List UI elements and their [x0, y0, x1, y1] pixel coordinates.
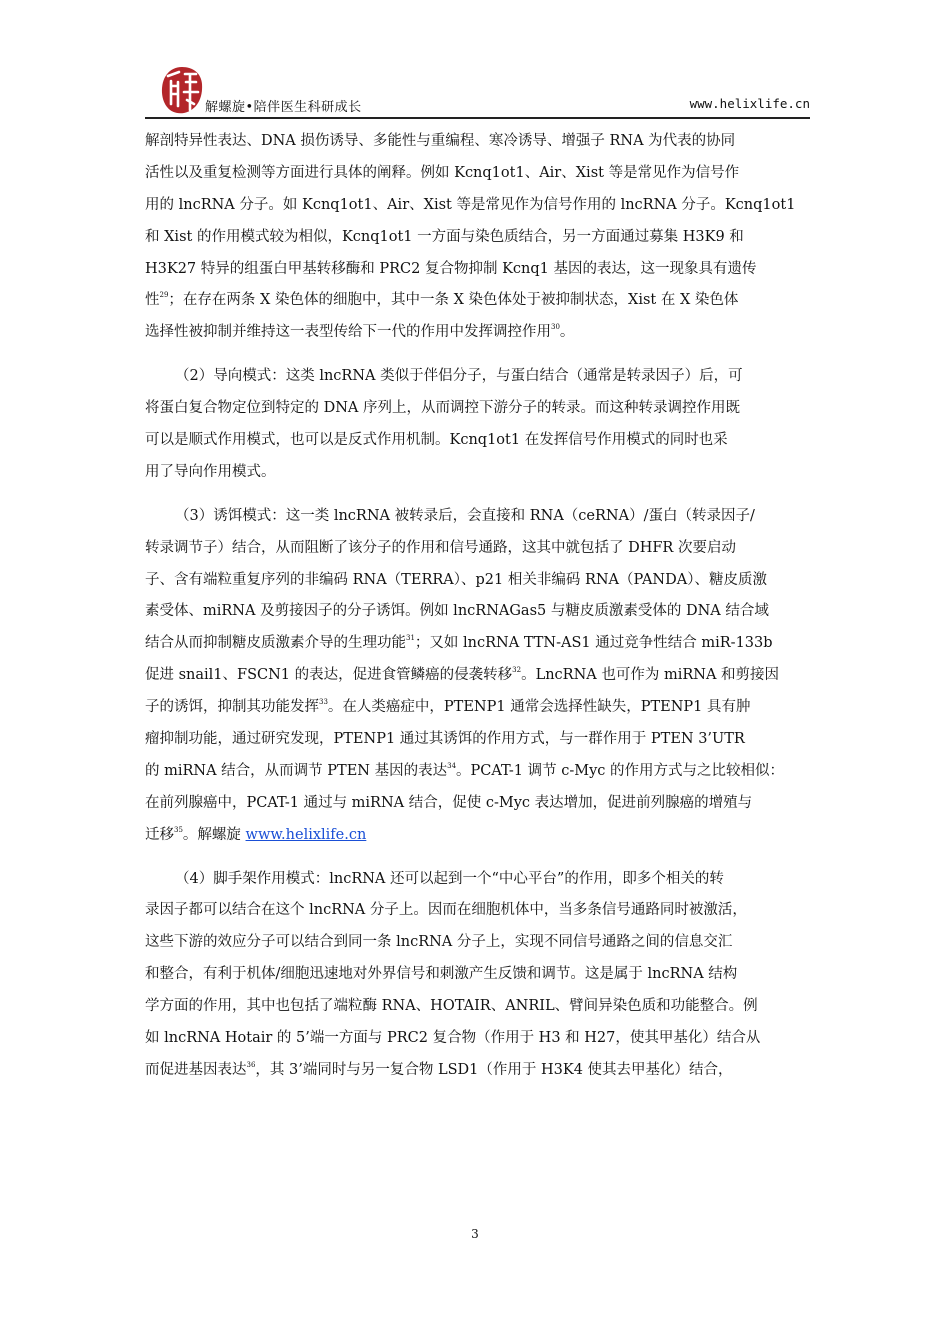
text-line: 用的 lncRNA 分子。如 Kcnq1ot1、Air、Xist 等是常见作为信号作用的 lncRNA 分子。Kcnq1ot1 — [145, 196, 796, 213]
text-line: 用了导向作用模式。 — [145, 463, 276, 480]
text-line: H3K27 特异的组蛋白甲基转移酶和 PRC2 复合物抑制 Kcnq1 基因的表达，这一现象具有遗传 — [145, 260, 757, 277]
citation-ref: 31 — [406, 634, 415, 643]
text-run: 。 — [559, 324, 575, 341]
text-run: 。LncRNA 也可作为 miRNA 和剪接因 — [521, 667, 780, 684]
text-line: 这些下游的效应分子可以结合到同一条 lncRNA 分子上，实现不同信号通路之间的信息交汇 — [145, 934, 733, 951]
helixlife-link[interactable]: www.helixlife.cn — [245, 826, 367, 843]
citation-ref: 34 — [447, 761, 457, 770]
header-rule — [145, 117, 810, 119]
article-body — [145, 126, 810, 1087]
text-line: 可以是顺式作用模式，也可以是反式作用机制。Kcnq1ot1 在发挥信号作用模式的同时也采 — [145, 432, 728, 449]
text-line — [145, 317, 810, 349]
text-run: 结合从而抑制糖皮质激素介导的生理功能 — [145, 635, 406, 652]
text-run: 子的诱饵，抑制其功能发挥 — [145, 699, 319, 716]
text-line: 素受体、miRNA 及剪接因子的分子诱饵。例如 lncRNAGas5 与糖皮质激素受体的 DNA 结合域 — [145, 603, 769, 620]
page-number: 3 — [471, 1227, 479, 1241]
text-line — [145, 692, 810, 724]
text-line — [145, 1055, 810, 1087]
text-run: 促进 snail1、FSCN1 的表达，促进食管鳞癌的侵袭转移 — [145, 667, 513, 684]
text-run: ，其 3’端同时与另一复合物 LSD1（作用于 H3K4 使其去甲基化）结合， — [255, 1061, 733, 1078]
text-line: （4）脚手架作用模式：lncRNA 还可以起到一个“中心平台”的作用，即多个相关的转 — [175, 870, 724, 887]
paragraph-gap — [145, 852, 810, 864]
page-header — [145, 58, 810, 120]
text-line: （2）导向模式：这类 lncRNA 类似于伴侣分子，与蛋白结合（通常是转录因子）后，可 — [175, 368, 743, 385]
text-line — [145, 756, 810, 788]
text-run: 性 — [145, 292, 160, 309]
text-line — [145, 285, 810, 317]
text-line: 在前列腺癌中，PCAT-1 通过与 miRNA 结合，促使 c-Myc 表达增加，促进前列腺癌的增殖与 — [145, 794, 753, 811]
text-line — [145, 820, 810, 852]
text-run: 迁移 — [145, 826, 174, 843]
text-line: 学方面的作用，其中也包括了端粒酶 RNA、HOTAIR、ANRIL、臂间异染色质和功能整合。例 — [145, 998, 758, 1015]
citation-ref: 32 — [512, 666, 522, 675]
text-run: 选择性被抑制并维持这一表型传给下一代的作用中发挥调控作用 — [145, 324, 551, 341]
text-line: 如 lncRNA Hotair 的 5’端一方面与 PRC2 复合物（作用于 H3 和 H27，使其甲基化）结合从 — [145, 1030, 761, 1047]
text-run: ；又如 lncRNA TTN-AS1 通过竞争性结合 miR-133b — [414, 635, 773, 652]
citation-ref: 36 — [246, 1060, 256, 1069]
text-run: ；在存在两条 X 染色体的细胞中，其中一条 X 染色体处于被抑制状态，Xist 在 X 染色体 — [168, 292, 739, 309]
text-run: 。在人类癌症中，PTENP1 通常会选择性缺失，PTENP1 具有肿 — [327, 699, 751, 716]
text-line: 活性以及重复检测等方面进行具体的阐释。例如 Kcnq1ot1、Air、Xist 等是常见作为信号作 — [145, 164, 740, 181]
header-brand: 解螺旋•陪伴医生科研成长 — [205, 100, 362, 115]
citation-ref: 35 — [174, 825, 183, 834]
paragraph-gap — [145, 349, 810, 361]
text-line: 子、含有端粒重复序列的非编码 RNA（TERRA）、p21 相关非编码 RNA（PANDA）、糖皮质激 — [145, 571, 767, 588]
citation-ref: 29 — [159, 291, 169, 300]
text-line: 瘤抑制功能，通过研究发现，PTENP1 通过其诱饵的作用方式，与一群作用于 PTEN 3’UTR — [145, 731, 745, 748]
text-line: 解剖特异性表达、DNA 损伤诱导、多能性与重编程、寒冷诱导、增强子 RNA 为代表的协同 — [145, 133, 736, 149]
text-line — [145, 660, 810, 692]
text-run: 而促进基因表达 — [145, 1061, 247, 1078]
text-line: 和整合，有利于机体/细胞迅速地对外界信号和刺激产生反馈和调节。这是属于 lncRNA 结构 — [145, 966, 738, 983]
helixlife-seal-logo — [159, 64, 205, 116]
text-line: 和 Xist 的作用模式较为相似，Kcnq1ot1 一方面与染色质结合，另一方面通过募集 H3K9 和 — [145, 228, 744, 245]
text-line: 录因子都可以结合在这个 lncRNA 分子上。因而在细胞机体中，当多条信号通路同时被激活， — [145, 902, 747, 919]
text-run: 。解螺旋 — [182, 826, 246, 843]
text-run: 的 miRNA 结合，从而调节 PTEN 基因的表达 — [145, 762, 448, 779]
text-line: 将蛋白复合物定位到特定的 DNA 序列上，从而调控下游分子的转录。而这种转录调控作用既 — [145, 400, 740, 417]
text-run: 。PCAT-1 调节 c-Myc 的作用方式与之比较相似： — [456, 762, 784, 779]
citation-ref: 33 — [319, 698, 328, 707]
header-url[interactable]: www.helixlife.cn — [689, 96, 810, 111]
paragraph-gap — [145, 489, 810, 501]
text-line: 转录调节子）结合，从而阻断了该分子的作用和信号通路，这其中就包括了 DHFR 次要启动 — [145, 539, 736, 556]
text-line — [145, 628, 810, 660]
citation-ref: 30 — [551, 323, 560, 332]
text-line: （3）诱饵模式：这一类 lncRNA 被转录后，会直接和 RNA（ceRNA）/蛋白（转录因子/ — [175, 507, 755, 524]
